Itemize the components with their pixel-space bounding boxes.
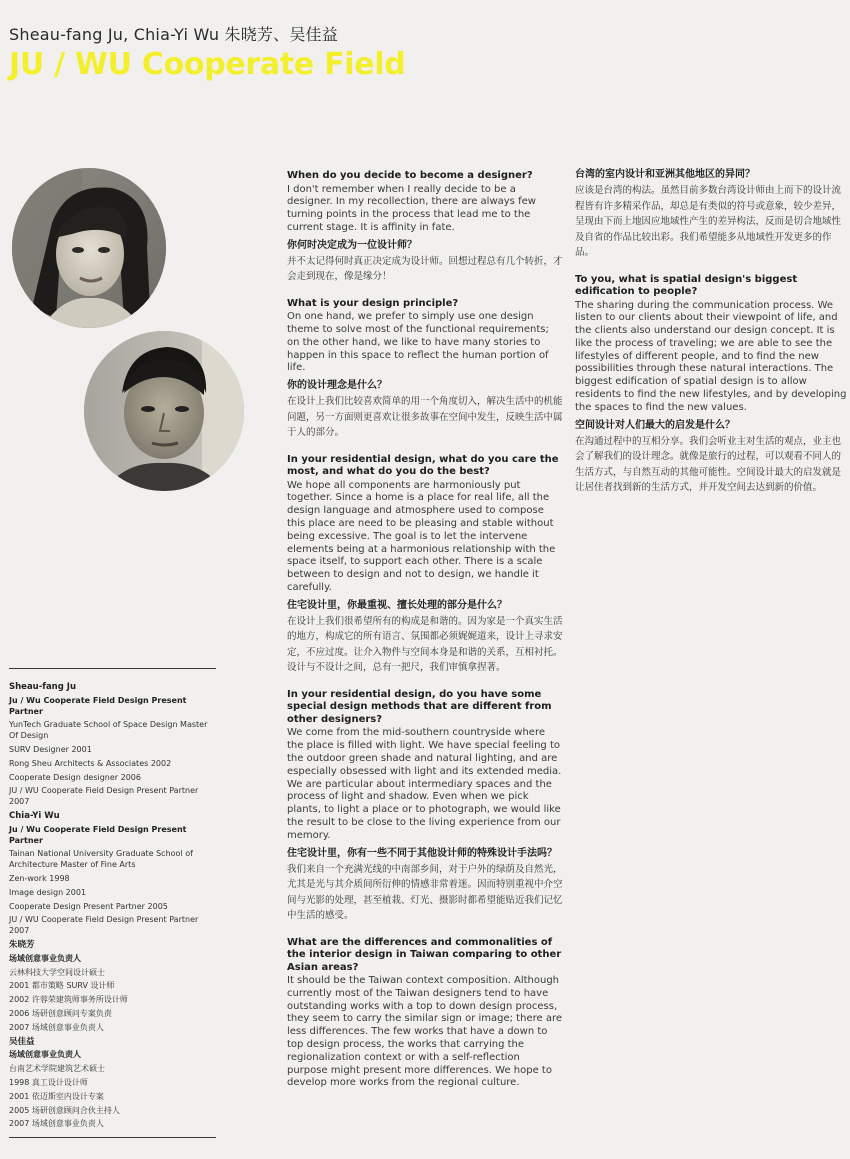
question-en: When do you decide to become a designer? — [287, 170, 533, 181]
qa-block — [287, 937, 563, 1091]
bio-line: JU / WU Cooperate Field Design Present Partner 2007 — [9, 786, 199, 807]
answer-en: On one hand, we prefer to simply use one design theme to solve most of the functional requirements; on the other hand, we like to have many stories to happen in this space to reflect the human portion of life. — [287, 311, 549, 374]
interview-column-middle — [287, 170, 563, 1103]
answer-zh: 在设计上我们很希望所有的构成是和谐的。因为家是一个真实生活的地方，构成它的所有语言、氛围都必须娓娓道来，设计上寻求安定，不应过度。让介入物件与空间本身是和谐的关系，互相衬托。设计与不设计之间，总有一把尺，我们审慎拿捏著。 — [287, 615, 563, 674]
bio-line: 2002 许蓉荣建筑师事务所设计师 — [9, 995, 128, 1005]
bio-line: 2001 都市策略 SURV 设计师 — [9, 981, 115, 991]
bio-list — [9, 669, 216, 1130]
question-en: In your residential design, do you have some special design methods that are different from other designers? — [287, 688, 552, 725]
question-en: In your residential design, what do you care the most, and what do you do the best? — [287, 453, 559, 478]
question-zh: 你的设计理念是什么？ — [287, 380, 387, 392]
portrait-photo-2 — [84, 331, 244, 491]
question-zh: 空间设计对人们最大的启发是什么？ — [575, 419, 735, 431]
qa-block — [287, 689, 563, 924]
question-en: To you, what is spatial design's biggest edification to people? — [575, 273, 798, 297]
bio-person-name: 吴佳益 — [9, 1036, 35, 1047]
bio-line: Tainan National University Graduate School of Architecture Master of Fine Arts — [9, 849, 193, 870]
qa-block — [287, 454, 563, 676]
answer-zh: 应该是台湾的构法。虽然目前多数台湾设计师由上而下的设计流程皆有许多精采作品，却总是有类似的符号或意象，较少差异，呈现由下而上地因应地域性产生的差异构法，反而是切合地域性及自省的作品比较出彩。我们希望能多从地域性开发更多的作品。 — [575, 185, 842, 258]
bio-line: Zen-work 1998 — [9, 873, 70, 883]
bio-person-name: Chia-Yi Wu — [9, 810, 60, 821]
bio-role: Ju / Wu Cooperate Field Design Present Partner — [9, 824, 187, 845]
qa-block — [575, 168, 847, 261]
answer-en: We hope all components are harmoniously put together. Since a home is a place for real life, all the design language and atmosphere used to compose this place are need to be pleasing and stable without being excessive. The goal is to let the intervene elements being at a harmonious relationship with the space itself, to support each other. There is a scale between to design and not to design, we handle it carefully. — [287, 479, 556, 594]
bio-role: 场域创意事业负责人 — [9, 1050, 81, 1060]
bio-bottom-rule — [9, 1137, 216, 1138]
answer-zh: 在沟通过程中的互相分享。我们会听业主对生活的观点，业主也会了解我们的设计理念。就像是旅行的过程，可以观看不同人的生活方式，与自然互动的其他可能性。空间设计最大的启发就是让居住者找到新的生活方式，并开发空间去达到新的价值。 — [575, 435, 842, 494]
answer-en: It should be the Taiwan context composition. Although currently most of the Taiwan designers tend to have outstanding works with a top to down design process, they seem to carry the similar sign or image; there are less differences. The few works that have a down to top design process, the works that carrying the regionalization context or with a self-reflection purpose might present more differences. We hope to develop more works from the regional culture. — [287, 975, 562, 1089]
answer-en: The sharing during the communication process. We listen to our clients about their viewpoint of life, and the clients also understand our design concept. It is like the process of traveling; we are able to see the lifestyles of different people, and to find the new possibilities through these natural interactions. The biggest edification of spatial design is to allow residents to find the new lifestyles, and by developing the spaces to find the new values. — [575, 299, 847, 413]
question-zh: 台湾的室内设计和亚洲其他地区的异同？ — [575, 169, 755, 180]
question-zh: 住宅设计里，你有一些不同于其他设计师的特殊设计手法吗？ — [287, 847, 557, 859]
bio-line: 云林科技大学空间设计硕士 — [9, 967, 105, 977]
qa-block — [287, 170, 563, 285]
bio-line: 2006 场研创意顾问专案负责 — [9, 1008, 112, 1018]
qa-block — [575, 274, 847, 496]
answer-en: We come from the mid-southern countryside where the place is filled with light. We have special feeling to the outdoor green shade and natural lighting, and are especially obsessed with light and its extended media. We are particular about intermediary spaces and the process of light and shadow. Even when we pick plants, to light a place or to photograph, we would like the result to be close to the living experience from our memory. — [287, 727, 562, 841]
studio-title: JU / WU Cooperate Field — [9, 47, 406, 82]
bio-line: YunTech Graduate School of Space Design Master Of Design — [9, 720, 208, 741]
answer-zh: 在设计上我们比较喜欢简单的用一个角度切入，解决生活中的机能问题，另一方面则更喜欢让很多故事在空间中发生，反映生活中属于人的部分。 — [287, 396, 563, 439]
answer-en: I don't remember when I really decide to be a designer. In my recollection, there are always few turning points in the process that lead me to the current stage. It is affinity in fate. — [287, 183, 536, 233]
question-en: What is your design principle? — [287, 297, 459, 309]
bio-line: Image design 2001 — [9, 887, 87, 897]
bio-line: Rong Sheu Architects & Associates 2002 — [9, 758, 172, 768]
question-zh: 住宅设计里，你最重视、擅长处理的部分是什么？ — [287, 599, 507, 611]
bio-line: 2005 场研创意顾问合伙主持人 — [9, 1105, 120, 1115]
bio-line: JU / WU Cooperate Field Design Present Partner 2007 — [9, 915, 199, 936]
bio-role: Ju / Wu Cooperate Field Design Present Partner — [9, 695, 187, 716]
header — [9, 24, 609, 83]
bio-line: 2007 场域创意事业负责人 — [9, 1119, 104, 1129]
interview-column-right — [575, 168, 847, 509]
question-zh: 你何时决定成为一位设计师？ — [287, 239, 417, 251]
bio-line: 1998 真工设计设计师 — [9, 1077, 88, 1087]
bio-line: 2001 依迈斯室内设计专案 — [9, 1091, 104, 1101]
author-names: Sheau-fang Ju, Chia-Yi Wu 朱晓芳、吴佳益 — [9, 25, 338, 44]
bio-section — [9, 668, 216, 1138]
portrait-man-image — [84, 331, 244, 491]
bio-role: 场域创意事业负责人 — [9, 953, 81, 963]
bio-person-name: 朱晓芳 — [9, 939, 35, 950]
bio-line: Cooperate Design designer 2006 — [9, 772, 141, 782]
portrait-photo-1 — [12, 168, 166, 328]
bio-person-name: Sheau-fang Ju — [9, 682, 76, 692]
bio-line: Cooperate Design Present Partner 2005 — [9, 901, 168, 911]
answer-zh: 并不太记得何时真正决定成为设计师。回想过程总有几个转折，才会走到现在，像是缘分！ — [287, 255, 563, 283]
bio-line: 台南艺术学院建筑艺术硕士 — [9, 1064, 105, 1074]
answer-zh: 我们来自一个充满光线的中南部乡间，对于户外的绿荫及自然光，尤其是光与其介质间所衍伸的情感非常着迷。因而特别重视中介空间与光影的处理，甚至植栽、灯光、摄影时都希望能贴近我们记忆中生活的感受。 — [287, 863, 563, 922]
bio-line: 2007 场域创意事业负责人 — [9, 1022, 104, 1032]
bio-line: SURV Designer 2001 — [9, 744, 92, 754]
question-en: What are the differences and commonalities of the interior design in Taiwan comparing to other Asian areas? — [287, 936, 562, 973]
qa-block — [287, 298, 563, 441]
portrait-woman-image — [12, 168, 166, 328]
